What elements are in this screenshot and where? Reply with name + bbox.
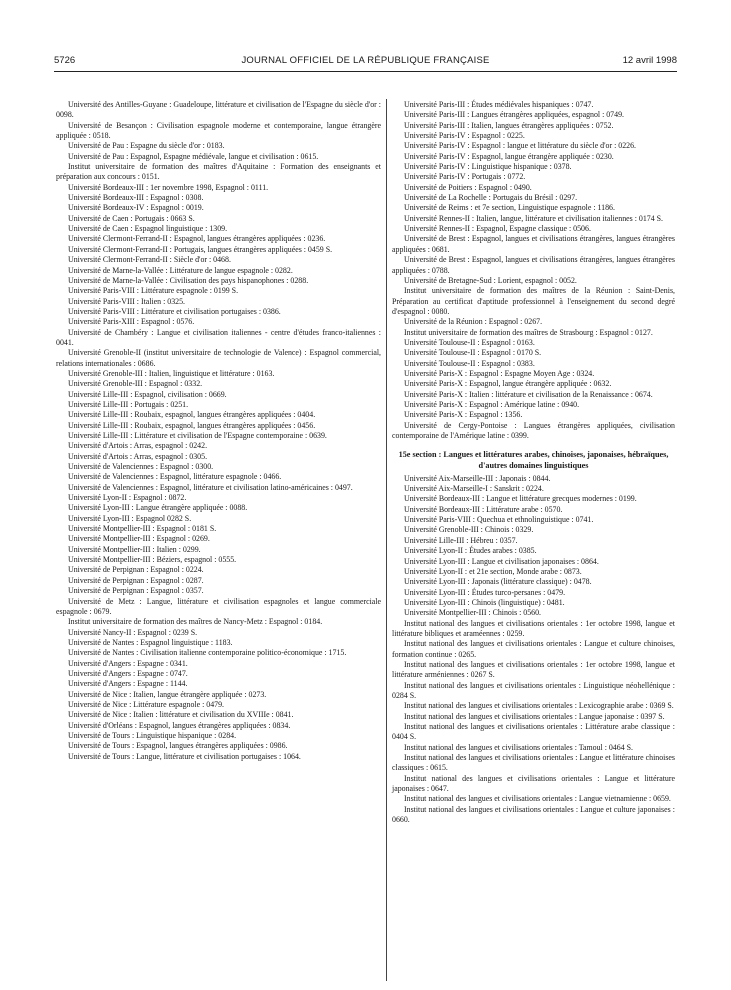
entry-paragraph: Université Lyon-II : Études arabes : 0385. bbox=[404, 546, 537, 556]
entry-paragraph: Université Paris-III : Italien, langues étrangères appliquées : 0752. bbox=[404, 120, 614, 130]
entry-paragraph: Institut national des langues et civilisations orientales : Lexicographie arabe : 0369 S. bbox=[404, 701, 674, 711]
entry-paragraph: Université Lille-III : Roubaix, espagnol, langues étrangères appliquées : 0404. bbox=[68, 410, 316, 420]
entry-paragraph: Université d'Angers : Espagne : 1144. bbox=[68, 679, 188, 689]
entry-paragraph: Université Paris-IV : Linguistique hispanique : 0378. bbox=[404, 162, 572, 172]
entry-paragraph: Université Paris-VIII : Littérature et civilisation portugaises : 0386. bbox=[68, 306, 281, 316]
entry-paragraph: Université Paris-IV : Portugais : 0772. bbox=[404, 172, 526, 182]
entry-paragraph: Université Lyon-III : Chinois (linguistique) : 0481. bbox=[404, 597, 565, 607]
page-header bbox=[54, 55, 677, 69]
entry-paragraph: Université d'Artois : Arras, espagnol : 0305. bbox=[68, 451, 208, 461]
entry-paragraph: Université Paris-VIII : Littérature espagnole : 0199 S. bbox=[68, 286, 239, 296]
entry-paragraph: Institut national des langues et civilisations orientales : Littérature arabe classique : 0404 S. bbox=[392, 722, 675, 742]
entry-paragraph: Université de Perpignan : Espagnol : 0224. bbox=[68, 565, 204, 575]
entry-paragraph: Université Toulouse-II : Espagnol : 0383. bbox=[404, 358, 535, 368]
entry-paragraph: Institut universitaire de formation des maîtres de Nancy-Metz : Espagnol : 0184. bbox=[68, 617, 323, 627]
entry-paragraph: Université de Pau : Espagne du siècle d'or : 0183. bbox=[68, 141, 225, 151]
entry-paragraph: Université de Poitiers : Espagnol : 0490. bbox=[404, 182, 532, 192]
entry-paragraph: Université Lyon-III : Études turco-persanes : 0479. bbox=[404, 587, 566, 597]
entry-paragraph: Université Bordeaux-III : Langue et littérature grecques modernes : 0199. bbox=[404, 494, 637, 504]
entry-paragraph: Institut universitaire de formation des maîtres de la Réunion : Saint-Denis, Préparation au certificat d'aptitude professionnel à l'enseignement du second degré d'espagnol : 0080. bbox=[392, 286, 675, 316]
entry-paragraph: Université Clermont-Ferrand-II : Siècle d'or : 0468. bbox=[68, 255, 231, 265]
entry-paragraph: Université Lyon-III : Langue et civilisation japonaises : 0864. bbox=[404, 556, 599, 566]
entry-paragraph: Université d'Angers : Espagne : 0341. bbox=[68, 658, 188, 668]
column-divider bbox=[386, 99, 387, 981]
entry-paragraph: Université Rennes-II : Italien, langue, littérature et civilisation italiennes : 0174 S. bbox=[404, 213, 664, 223]
page-number: 5726 bbox=[54, 55, 76, 66]
entry-paragraph: Université Aix-Marseille-I : Sanskrit : 0224. bbox=[404, 484, 544, 494]
entry-paragraph: Université de Pau : Espagnol, Espagne médiévale, langue et civilisation : 0615. bbox=[68, 151, 319, 161]
entry-paragraph: Université Paris-III : Langues étrangères appliquées, espagnol : 0749. bbox=[404, 110, 624, 120]
entry-paragraph: Université de Nantes : Espagnol linguistique : 1183. bbox=[68, 637, 233, 647]
entry-paragraph: Université de Nice : Littérature espagnole : 0479. bbox=[68, 699, 225, 709]
entry-paragraph: Université de Nice : Italien, langue étrangère appliquée : 0273. bbox=[68, 689, 267, 699]
entry-paragraph: Université Clermont-Ferrand-II : Espagnol, langues étrangères appliquées : 0236. bbox=[68, 234, 326, 244]
entry-paragraph: Université Paris-X : Espagnol : Espagne Moyen Age : 0324. bbox=[404, 368, 595, 378]
entry-paragraph: Université de Nantes : Civilisation italienne contemporaine politico-économique : 1715. bbox=[68, 648, 347, 658]
entry-paragraph: Institut national des langues et civilisations orientales : Langue et littérature japonaises : 0647. bbox=[392, 773, 675, 794]
entry-paragraph: Université Grenoble-III : Espagnol : 0332. bbox=[68, 379, 203, 389]
entry-paragraph: Université Montpellier-III : Espagnol : 0269. bbox=[68, 534, 210, 544]
entry-paragraph: Institut national des langues et civilisations orientales : Linguistique néohellénique : 0284 S. bbox=[392, 680, 675, 700]
entry-paragraph: Institut national des langues et civilisations orientales : Tamoul : 0464 S. bbox=[404, 742, 633, 752]
entry-paragraph: Université Paris-X : Espagnol : 1356. bbox=[404, 410, 523, 420]
entry-paragraph: Université Montpellier-III : Chinois : 0560. bbox=[404, 608, 542, 618]
entry-paragraph: Université Paris-VIII : Italien : 0325. bbox=[68, 296, 186, 306]
entry-paragraph: Université de Valenciennes : Espagnol, littérature espagnole : 0466. bbox=[68, 472, 282, 482]
entry-paragraph: Université Montpellier-III : Béziers, espagnol : 0555. bbox=[68, 555, 237, 565]
entry-paragraph: Université Bordeaux-III : Espagnol : 0308. bbox=[68, 193, 204, 203]
entry-paragraph: Institut national des langues et civilisations orientales : Langue et littérature chinoises classiques : 0615. bbox=[392, 753, 675, 773]
entry-paragraph: Institut universitaire de formation des maîtres d'Aquitaine : Formation des enseignants et préparation aux concours : 0151. bbox=[56, 162, 381, 182]
entry-paragraph: Université Montpellier-III : Italien : 0299. bbox=[68, 544, 201, 554]
entry-paragraph: Université Lille-III : Portugais : 0251. bbox=[68, 399, 189, 409]
entry-paragraph: Université Bordeaux-III : 1er novembre 1998, Espagnol : 0111. bbox=[68, 182, 269, 192]
entry-paragraph: Université de Caen : Espagnol linguistique : 1309. bbox=[68, 224, 228, 234]
entry-paragraph: Université Lille-III : Espagnol, civilisation : 0669. bbox=[68, 389, 227, 399]
entry-paragraph: Université de Perpignan : Espagnol : 0287. bbox=[68, 575, 204, 585]
entry-paragraph: Université de La Rochelle : Portugais du Brésil : 0297. bbox=[404, 193, 578, 203]
entry-paragraph: Université d'Artois : Arras, espagnol : 0242. bbox=[68, 441, 208, 451]
entry-paragraph: Université Paris-IV : Espagnol, langue étrangère appliquée : 0230. bbox=[404, 151, 614, 161]
header-rule bbox=[54, 71, 677, 72]
entry-paragraph: Université d'Angers : Espagne : 0747. bbox=[68, 668, 188, 678]
entry-paragraph: Université des Antilles-Guyane : Guadeloupe, littérature et civilisation de l'Espagne du siècle d'or : 0098. bbox=[56, 100, 381, 120]
entry-paragraph: Institut national des langues et civilisations orientales : Langue et culture chinoises, formation continue : 0265. bbox=[392, 639, 675, 659]
section-15-entries bbox=[392, 474, 675, 826]
entry-paragraph: Université Lyon-II : et 21e section, Monde arabe : 0873. bbox=[404, 566, 582, 576]
entry-paragraph: Université Lille-III : Roubaix, espagnol, langues étrangères appliquées : 0456. bbox=[68, 420, 316, 430]
entry-paragraph: Université Nancy-II : Espagnol : 0239 S. bbox=[68, 627, 198, 637]
entry-paragraph: Institut universitaire de formation des maîtres de Strasbourg : Espagnol : 0127. bbox=[404, 327, 653, 337]
left-column bbox=[56, 100, 381, 762]
entry-paragraph: Université de Chambéry : Langue et civilisation italiennes - centre d'études franco-italiennes : 0041. bbox=[56, 327, 381, 347]
entry-paragraph: Université de Marne-la-Vallée : Littérature de langue espagnole : 0282. bbox=[68, 265, 293, 275]
entry-paragraph: Université de Marne-la-Vallée : Civilisation des pays hispanophones : 0288. bbox=[68, 275, 309, 285]
entry-paragraph: Université Toulouse-II : Espagnol : 0163. bbox=[404, 337, 535, 347]
entry-paragraph: Université de Tours : Linguistique hispanique : 0284. bbox=[68, 730, 237, 740]
entry-paragraph: Institut national des langues et civilisations orientales : Langue et culture japonaises : 0660. bbox=[392, 804, 675, 825]
entry-paragraph: Université de Perpignan : Espagnol : 0357. bbox=[68, 586, 204, 596]
entry-paragraph: Université d'Orléans : Espagnol, langues étrangères appliquées : 0834. bbox=[68, 720, 291, 730]
entry-paragraph: Université Paris-X : Espagnol, langue étrangère appliquée : 0632. bbox=[404, 379, 612, 389]
entry-paragraph: Université de Brest : Espagnol, langues et civilisations étrangères, langues étrangères appliquées : 0788. bbox=[392, 255, 675, 275]
entry-paragraph: Université Toulouse-II : Espagnol : 0170 S. bbox=[404, 348, 542, 358]
entry-paragraph: Université Paris-X : Espagnol : Amérique latine : 0940. bbox=[404, 399, 580, 409]
section-heading: 15e section : Langues et littératures arabes, chinoises, japonaises, hébraïques, d'autres domaines linguistiques bbox=[398, 450, 669, 470]
entry-paragraph: Institut national des langues et civilisations orientales : Langue japonaise : 0397 S. bbox=[404, 711, 665, 721]
entry-paragraph: Université de Brest : Espagnol, langues et civilisations étrangères, langues étrangères appliquées : 0681. bbox=[392, 234, 675, 254]
entry-paragraph: Université Paris-IV : Espagnol : langue et littérature du siècle d'or : 0226. bbox=[404, 141, 637, 151]
entry-paragraph: Institut national des langues et civilisations orientales : 1er octobre 1998, langue et littérature bibliques et araméennes : 0259. bbox=[392, 618, 675, 638]
entry-paragraph: Université de Metz : Langue, littérature et civilisation espagnoles et langue commerciale espagnole : 0679. bbox=[56, 596, 381, 616]
entry-paragraph: Université de Valenciennes : Espagnol : 0300. bbox=[68, 462, 214, 472]
entry-paragraph: Université Grenoble-III : Chinois : 0329. bbox=[404, 525, 534, 535]
entry-paragraph: Université de la Réunion : Espagnol : 0267. bbox=[404, 317, 543, 327]
entry-paragraph: Université de Bretagne-Sud : Lorient, espagnol : 0052. bbox=[404, 275, 577, 285]
entry-paragraph: Université Paris-IV : Espagnol : 0225. bbox=[404, 131, 525, 141]
entry-paragraph: Université Clermont-Ferrand-II : Portugais, langues étrangères appliquées : 0459 S. bbox=[68, 244, 333, 254]
entry-paragraph: Université Bordeaux-III : Littérature arabe : 0570. bbox=[404, 504, 563, 514]
entry-paragraph: Université Montpellier-III : Espagnol : 0181 S. bbox=[68, 524, 217, 534]
entry-paragraph: Université Rennes-II : Espagnol, Espagne classique : 0506. bbox=[404, 224, 591, 234]
entry-paragraph: Université Lyon-II : Espagnol : 0872. bbox=[68, 493, 187, 503]
entry-paragraph: Université Paris-III : Études médiévales hispaniques : 0747. bbox=[404, 100, 594, 109]
entry-paragraph: Université de Tours : Langue, littérature et civilisation portugaises : 1064. bbox=[68, 751, 301, 761]
right-column-entries bbox=[392, 100, 675, 441]
entry-paragraph: Université Bordeaux-IV : Espagnol : 0019. bbox=[68, 203, 204, 213]
entry-paragraph: Université Lille-III : Littérature et civilisation de l'Espagne contemporaine : 0639. bbox=[68, 431, 327, 440]
entry-paragraph: Université Lyon-III : Langue étrangère appliquée : 0088. bbox=[68, 503, 248, 513]
issue-date: 12 avril 1998 bbox=[622, 55, 677, 66]
entry-paragraph: Université Lyon-III : Japonais (littérature classique) : 0478. bbox=[404, 577, 592, 587]
entry-paragraph: Institut national des langues et civilisations orientales : Langue vietnamienne : 0659. bbox=[404, 794, 671, 804]
entry-paragraph: Université Grenoble-III : Italien, linguistique et littérature : 0163. bbox=[68, 368, 275, 378]
entry-paragraph: Université Paris-XIII : Espagnol : 0576. bbox=[68, 317, 195, 327]
entry-paragraph: Université de Reims : et 7e section, Linguistique espagnole : 1186. bbox=[404, 203, 615, 213]
entry-paragraph: Université Paris-VIII : Quechua et ethnolinguistique : 0741. bbox=[404, 515, 594, 525]
entry-paragraph: Université Grenoble-II (institut universitaire de technologie de Valence) : Espagnol commercial, relations internationales : 0686. bbox=[56, 348, 381, 368]
right-column bbox=[392, 100, 675, 825]
entry-paragraph: Université de Valenciennes : Espagnol, littérature et civilisation latino-américaines : 0497. bbox=[68, 482, 353, 492]
entry-paragraph: Université Paris-X : Italien : littérature et civilisation de la Renaissance : 0674. bbox=[404, 389, 653, 399]
entry-paragraph: Université de Nice : Italien : littérature et civilisation du XVIIIe : 0841. bbox=[68, 710, 294, 720]
journal-title: JOURNAL OFFICIEL DE LA RÉPUBLIQUE FRANÇAISE bbox=[241, 55, 490, 66]
entry-paragraph: Université de Caen : Portugais : 0663 S. bbox=[68, 213, 195, 223]
entry-paragraph: Université de Besançon : Civilisation espagnole moderne et contemporaine, langue étrangère appliquée : 0518. bbox=[56, 120, 381, 141]
entry-paragraph: Institut national des langues et civilisations orientales : 1er octobre 1998, langue et littérature arméniennes : 0267 S. bbox=[392, 659, 675, 680]
entry-paragraph: Université Lille-III : Hébreu : 0357. bbox=[404, 535, 518, 545]
entry-paragraph: Université de Tours : Espagnol, langues étrangères appliquées : 0986. bbox=[68, 741, 288, 751]
entry-paragraph: Université de Cergy-Pontoise : Langues étrangères appliquées, civilisation contemporaine de l'Amérique latine : 0399. bbox=[392, 420, 675, 440]
entry-paragraph: Université Aix-Marseille-III : Japonais : 0844. bbox=[404, 473, 551, 483]
entry-paragraph: Université Lyon-III : Espagnol 0282 S. bbox=[68, 513, 192, 523]
